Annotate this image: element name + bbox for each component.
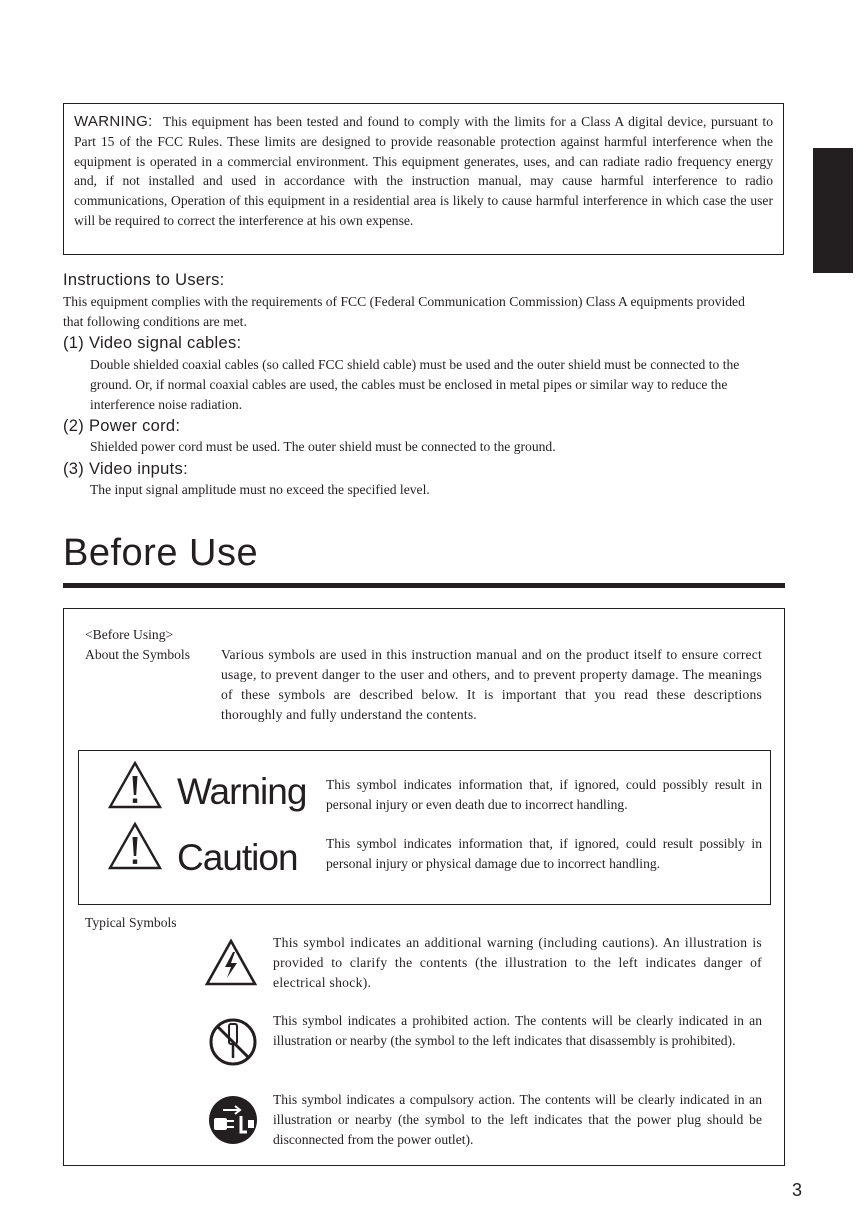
typical-symbols-label: Typical Symbols [85,915,177,930]
item-3-heading: (3) Video inputs: [63,460,188,478]
typical-text-1: This symbol indicates an additional warning (including cautions). An illustration is provided to clarify the contents (the illustration to the left indicates danger of electrical shock). [273,935,762,990]
warning-text: This equipment has been tested and found to comply with the limits for a Class A digital device, pursuant to Part 15 of the FCC Rules. These limits are designed to provide reasonable protection against harmful interference when the equipment is operated in a commercial environment. This equipment generates, uses, and can radiate radio frequency energy and, if not installed and used in accordance with the instruction manual, may cause harmful interference to radio communications, Operation of this equipment in a residential area is likely to cause harmful interference in which case the user will be required to correct the interference at his own expense. [74,114,773,228]
title-rule [63,583,785,588]
item-2-text: Shielded power cord must be used. The outer shield must be connected to the ground. [90,439,556,454]
warning-word: Warning [177,771,307,812]
no-disassembly-icon [207,1016,259,1068]
instructions-heading: Instructions to Users: [63,271,225,289]
unplug-icon [207,1094,259,1146]
typical-text-2: This symbol indicates a prohibited action. The contents will be clearly indicated in an illustration or nearby (the symbol to the left indicates that disassembly is prohibited). [273,1013,762,1048]
item-2-heading: (2) Power cord: [63,417,181,435]
page-number: 3 [792,1180,803,1200]
caution-triangle-icon [107,821,163,871]
section-title: Before Use [63,532,259,574]
warning-lead: WARNING: [74,113,153,130]
item-1-heading: (1) Video signal cables: [63,334,242,352]
caution-word: Caution [177,837,298,878]
before-using-label: <Before Using> [85,627,174,642]
instructions-intro: This equipment complies with the requirements of FCC (Federal Communication Commission) Class A equipments provided that following conditions are met. [63,294,745,329]
item-3-text: The input signal amplitude must no exceed the specified level. [90,482,430,497]
section-tab-marker [813,148,853,273]
about-symbols-label: About the Symbols [85,647,190,662]
warning-triangle-icon [107,760,163,810]
item-1-text: Double shielded coaxial cables (so called FCC shield cable) must be used and the outer shield must be connected to the ground. Or, if normal coaxial cables are used, the cables must be enclosed in metal pipes or similar way to reduce the interference noise radiation. [90,357,740,412]
caution-desc: This symbol indicates information that, if ignored, could result possibly in personal injury or physical damage due to incorrect handling. [326,836,762,871]
typical-text-3: This symbol indicates a compulsory action. The contents will be clearly indicated in an illustration or nearby (the symbol to the left indicates that the power plug should be disconnected from the power outlet). [273,1092,762,1147]
electric-shock-icon [204,938,258,988]
fcc-warning-box [63,103,784,255]
about-symbols-text: Various symbols are used in this instruction manual and on the product itself to ensure correct usage, to prevent danger to the user and others, and to prevent property damage. The meanings of these symbols are described below. It is important that you read these descriptions thoroughly and fully understand the contents. [221,647,762,722]
warning-desc: This symbol indicates information that, if ignored, could possibly result in personal injury or even death due to incorrect handling. [326,777,762,812]
